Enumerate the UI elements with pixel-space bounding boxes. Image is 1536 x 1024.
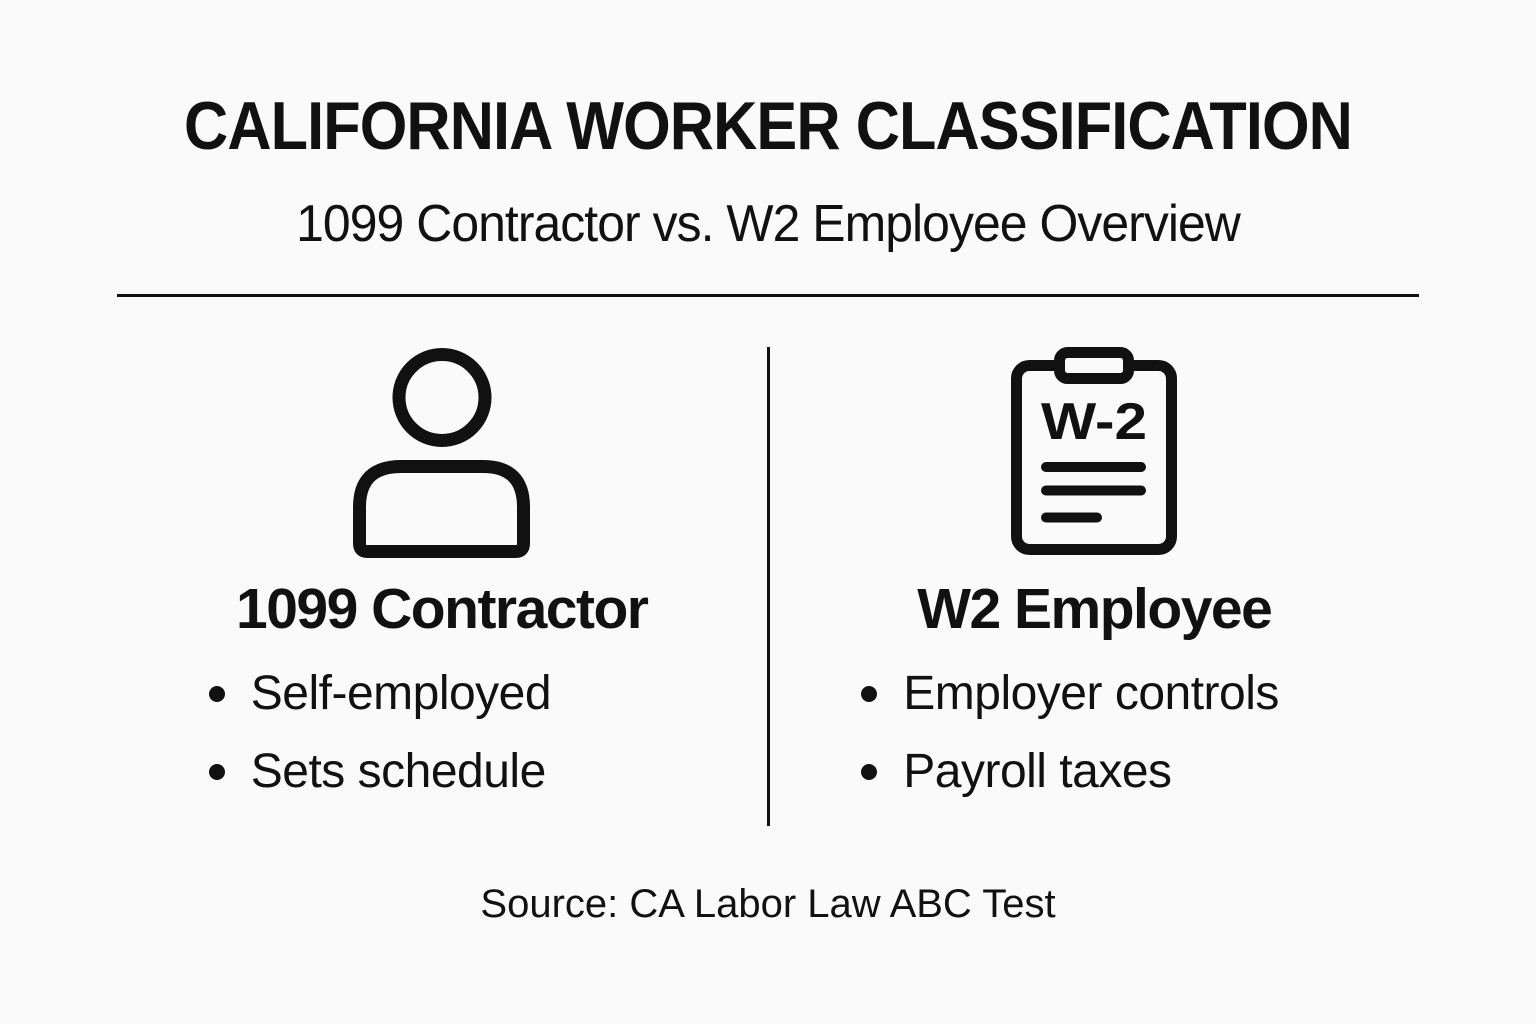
list-item — [209, 667, 675, 720]
bullet-dot-icon — [209, 686, 225, 702]
list-item — [861, 667, 1327, 720]
page-title: CALIFORNIA WORKER CLASSIFICATION — [184, 88, 1352, 164]
list-item — [209, 745, 675, 798]
employee-column — [770, 347, 1420, 826]
employee-bullet-list — [861, 667, 1327, 826]
bullet-text: Payroll taxes — [903, 745, 1172, 798]
bullet-dot-icon — [209, 764, 225, 780]
bullet-text: Self-employed — [250, 667, 552, 720]
list-item — [861, 745, 1327, 798]
employee-heading: W2 Employee — [917, 577, 1272, 641]
contractor-bullet-list — [209, 667, 675, 826]
source-note: Source: CA Labor Law ABC Test — [480, 882, 1056, 926]
w2-form-label: W-2 — [1041, 393, 1148, 451]
comparison-section — [117, 347, 1419, 826]
bullet-dot-icon — [861, 686, 877, 702]
bullet-dot-icon — [861, 764, 877, 780]
bullet-text: Sets schedule — [250, 745, 546, 798]
bullet-text: Employer controls — [903, 667, 1279, 720]
w2-form-icon — [1011, 347, 1177, 559]
page-subtitle: 1099 Contractor vs. W2 Employee Overview — [296, 195, 1240, 253]
contractor-column — [117, 347, 767, 826]
horizontal-divider — [117, 294, 1419, 297]
person-icon — [353, 347, 531, 559]
contractor-heading: 1099 Contractor — [236, 577, 648, 641]
